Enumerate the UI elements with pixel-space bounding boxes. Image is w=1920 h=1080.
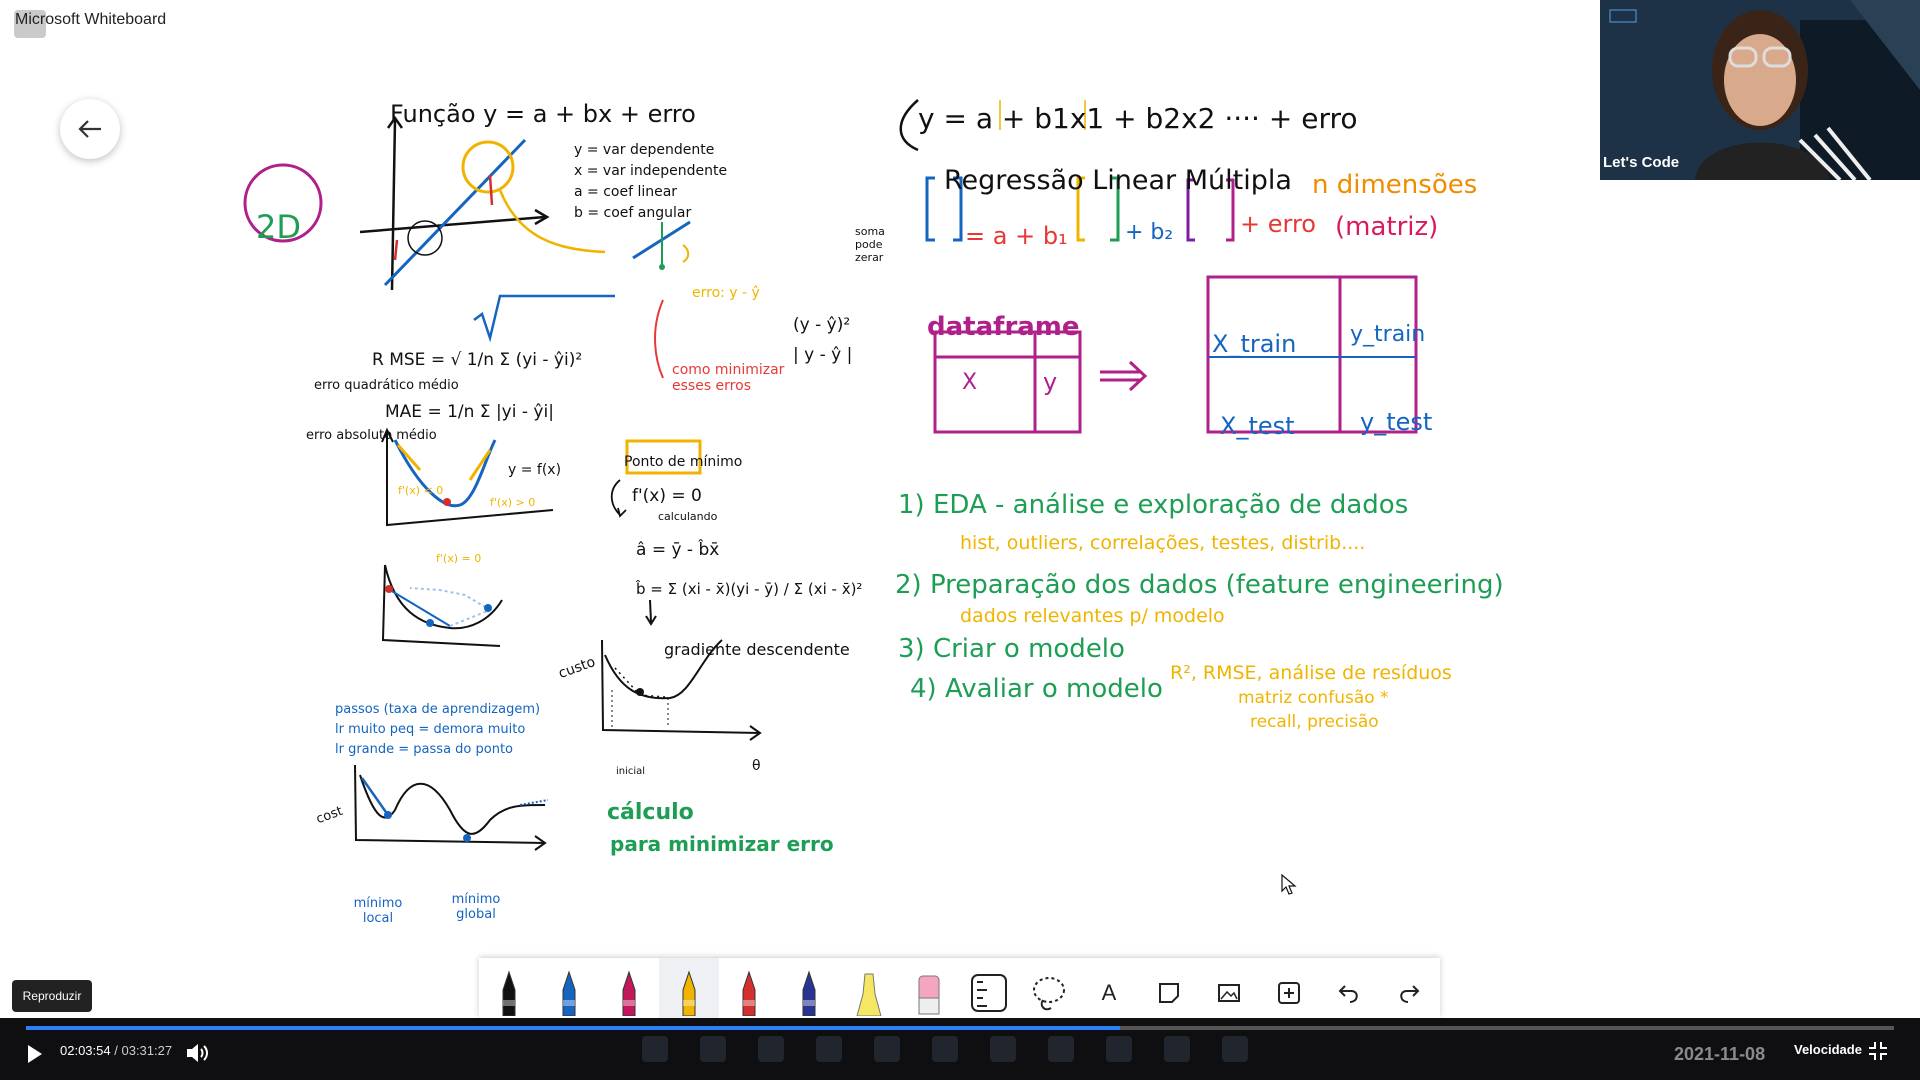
initial-label: inicial — [616, 766, 646, 777]
volume-icon[interactable] — [184, 1040, 210, 1066]
matrix-eq-b2: + b₂ — [1125, 220, 1174, 245]
step-2-detail: dados relevantes p/ modelo — [960, 605, 1225, 627]
lasso-tool[interactable] — [1019, 958, 1079, 1018]
step-1: 1) EDA - análise e exploração de dados — [898, 490, 1409, 520]
undo-icon — [1337, 981, 1361, 1005]
sticky-note-icon — [1157, 981, 1181, 1005]
derivative-zero: f'(x) = 0 — [632, 486, 702, 506]
pen-blue-tool[interactable] — [539, 958, 599, 1018]
taskbar-app-icon — [1106, 1036, 1132, 1062]
learning-rate-notes — [335, 700, 540, 760]
mouse-cursor-icon — [1281, 874, 1297, 896]
metrics-label: R², RMSE, análise de resíduos — [1170, 662, 1452, 684]
play-tooltip: Reproduzir — [12, 980, 92, 1012]
pen-black-tool[interactable] — [479, 958, 539, 1018]
taskbar-app-icon — [1222, 1036, 1248, 1062]
cost-axis-label: custo — [556, 653, 598, 683]
webcam-label: Let's Code — [1603, 154, 1680, 171]
matrix-eq-error: + erro — [1240, 210, 1316, 238]
eraser-icon — [915, 970, 943, 1016]
a-hat-formula: â = ȳ - b̂x̄ — [636, 540, 720, 560]
pen-icon — [497, 970, 521, 1016]
ruler-tool[interactable] — [959, 958, 1019, 1018]
progress-bar[interactable] — [26, 1026, 1894, 1030]
taskbar-app-icon — [932, 1036, 958, 1062]
sum-note: soma pode zerar — [855, 225, 885, 264]
legend-item: b = coef angular — [574, 205, 692, 221]
pen-icon — [737, 970, 761, 1016]
taskbar-app-icon — [874, 1036, 900, 1062]
step-4: 4) Avaliar o modelo — [910, 674, 1163, 704]
undo-tool[interactable] — [1319, 958, 1379, 1018]
matrix-label: (matriz) — [1335, 212, 1439, 242]
step-1-detail: hist, outliers, correlações, testes, distrib.... — [960, 532, 1366, 554]
legend-item: y = var dependente — [574, 142, 715, 158]
step-3: 3) Criar o modelo — [898, 634, 1125, 664]
regression-axes — [360, 118, 547, 290]
calculus-label-2: para minimizar erro — [610, 832, 834, 856]
highlighter-tool[interactable] — [839, 958, 899, 1018]
variables-legend — [574, 140, 727, 224]
total-time: 03:31:27 — [121, 1043, 173, 1058]
x-test-label: X_test — [1220, 412, 1295, 440]
function-title: Função y = a + bx + erro — [390, 100, 696, 128]
fx-positive: f'(x) > 0 — [490, 496, 536, 509]
calc-note: calculando — [658, 510, 718, 523]
pen-darkblue-tool[interactable] — [779, 958, 839, 1018]
y-test-label: y_test — [1360, 408, 1433, 436]
min-global-label: mínimo global — [451, 892, 501, 922]
image-tool[interactable] — [1199, 958, 1259, 1018]
gradient-label: gradiente descendente — [664, 640, 850, 659]
dataframe-table — [935, 277, 1416, 432]
df-y-header: y — [1043, 368, 1058, 396]
exit-fullscreen-icon[interactable] — [1867, 1040, 1889, 1062]
arrow-left-icon — [77, 118, 103, 140]
time-display — [60, 1043, 172, 1058]
redo-tool[interactable] — [1379, 958, 1439, 1018]
lasso-icon — [1029, 972, 1069, 1014]
webcam-overlay — [1600, 0, 1920, 180]
fx-zero: f'(x) = 0 — [436, 552, 482, 565]
multi-regression-equation: y = a + b1x1 + b2x2 ···· + erro — [918, 102, 1358, 135]
presenter-video — [1600, 0, 1920, 180]
mae-description: erro absoluto médio — [306, 428, 437, 443]
text-tool[interactable] — [1079, 958, 1139, 1018]
metrics-label-3: recall, precisão — [1250, 712, 1379, 732]
error-note: erro: y - ŷ — [692, 285, 760, 301]
text-tool-icon: A — [1101, 980, 1117, 1005]
time-separator: / — [114, 1043, 118, 1058]
image-icon — [1217, 981, 1241, 1005]
rmse-description: erro quadrático médio — [314, 378, 459, 393]
redo-icon — [1397, 981, 1421, 1005]
min-point-label: Ponto de mínimo — [624, 454, 743, 470]
calculus-label: cálculo — [607, 800, 694, 825]
note-tool[interactable] — [1139, 958, 1199, 1018]
y-train-label: y_train — [1350, 322, 1426, 347]
highlighter-icon — [853, 970, 885, 1016]
title-bar — [0, 0, 1600, 41]
df-x-header: X — [962, 370, 978, 395]
taskbar-app-icon — [990, 1036, 1016, 1062]
metrics-label-2: matriz confusão * — [1238, 688, 1389, 708]
add-icon — [1277, 981, 1301, 1005]
legend-item: a = coef linear — [574, 184, 678, 200]
cost-axis-label-2: cost — [314, 803, 345, 828]
taskbar-app-icon — [816, 1036, 842, 1062]
step-2: 2) Preparação dos dados (feature engineering) — [895, 570, 1504, 600]
minimize-note: como minimizar esses erros — [672, 362, 785, 394]
legend-item: x = var independente — [574, 163, 728, 179]
speed-button[interactable]: Velocidade — [1794, 1042, 1862, 1057]
window-title: Microsoft Whiteboard — [15, 11, 167, 28]
step-big: lr grande = passa do ponto — [335, 742, 513, 757]
taskbar-app-icon — [758, 1036, 784, 1062]
regression-line — [385, 140, 525, 285]
pen-icon — [677, 970, 701, 1016]
taskbar-search-icon — [700, 1036, 726, 1062]
pen-yellow-tool[interactable] — [659, 958, 719, 1018]
step-small: lr muito peq = demora muito — [335, 722, 526, 737]
squared-error: (y - ŷ)² — [793, 315, 851, 335]
current-time: 02:03:54 — [60, 1043, 111, 1058]
inking-toolbar — [479, 958, 1440, 1018]
badge-2d: 2D — [256, 208, 301, 246]
taskbar-start-icon — [642, 1036, 668, 1062]
taskbar-app-icon — [1048, 1036, 1074, 1062]
n-dimensions: n dimensões — [1312, 170, 1478, 200]
progress-fill — [26, 1026, 1120, 1030]
pen-red-tool[interactable] — [719, 958, 779, 1018]
fx-label: y = f(x) — [508, 462, 562, 478]
x-train-label: X_train — [1212, 330, 1297, 358]
ruler-icon — [969, 972, 1009, 1014]
mae-formula: MAE = 1/n Σ |yi - ŷi| — [385, 402, 554, 422]
rmse-formula: R MSE = √ 1/n Σ (yi - ŷi)² — [372, 350, 583, 370]
min-local-label: mínimo local — [353, 896, 403, 926]
back-button[interactable] — [60, 99, 120, 159]
pen-icon — [617, 970, 641, 1016]
pen-icon — [557, 970, 581, 1016]
absolute-error: | y - ŷ | — [793, 345, 853, 365]
eraser-tool[interactable] — [899, 958, 959, 1018]
fx-negative: f'(x) < 0 — [398, 484, 444, 497]
multi-regression-title: Regressão Linear Múltipla — [944, 165, 1292, 196]
dataframe-label: dataframe — [927, 312, 1080, 342]
pen-magenta-tool[interactable] — [599, 958, 659, 1018]
pen-icon — [797, 970, 821, 1016]
b-hat-formula: b̂ = Σ (xi - x̄)(yi - ȳ) / Σ (xi - x̄)² — [636, 580, 863, 598]
matrix-eq-a: = a + b₁ — [965, 222, 1068, 250]
play-icon[interactable] — [20, 1040, 48, 1068]
date-overlay: 2021-11-08 — [1674, 1044, 1766, 1064]
add-tool[interactable] — [1259, 958, 1319, 1018]
taskbar-app-icon — [1164, 1036, 1190, 1062]
steps-title: passos (taxa de aprendizagem) — [335, 702, 541, 717]
theta-label: θ — [752, 758, 761, 774]
